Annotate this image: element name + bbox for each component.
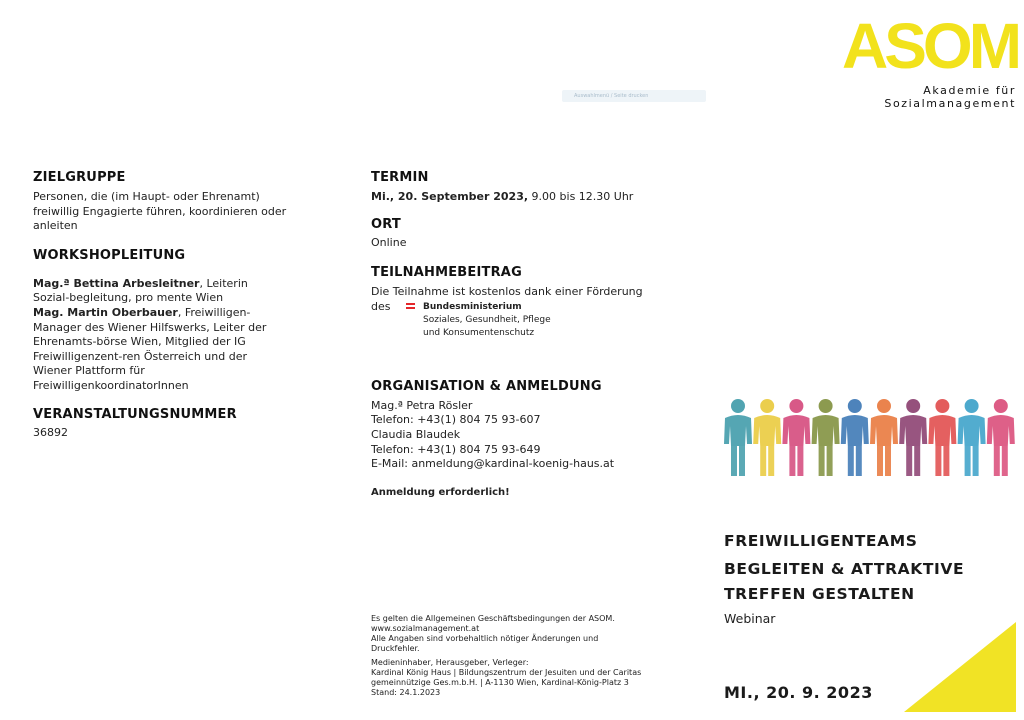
organisation-heading: ORGANISATION & ANMELDUNG — [371, 378, 602, 394]
contact-2-phone: Telefon: +43(1) 804 75 93-649 — [371, 442, 541, 456]
logo-subtitle-line2: Sozialmanagement — [884, 97, 1016, 110]
zielgruppe-text: Personen, die (im Haupt- oder Ehrenamt) freiwillig Engagierte führen, koordinieren oder anleiten — [33, 190, 287, 233]
teilnahmebeitrag-heading: TEILNAHMEBEITRAG — [371, 265, 522, 281]
person-figure — [841, 399, 869, 476]
termin-date: Mi., 20. September 2023, — [371, 190, 529, 203]
leader-1-name: Mag.ª Bettina Arbesleitner — [33, 276, 200, 290]
logo-subtitle — [846, 84, 1016, 110]
person-figure — [958, 399, 986, 476]
footer-publisher-label: Medieninhaber, Herausgeber, Verleger: — [371, 658, 529, 667]
footer-stand: Stand: 24.1.2023 — [371, 688, 441, 697]
contact-email-row: E-Mail: anmeldung@kardinal-koenig-haus.at — [371, 457, 615, 471]
austria-flag-icon — [406, 303, 415, 309]
person-figure — [870, 399, 898, 476]
contact-email-link[interactable]: anmeldung@kardinal-koenig-haus.at — [411, 457, 615, 471]
zielgruppe-heading: ZIELGRUPPE — [33, 170, 126, 185]
cover-title-line3: TREFFEN GESTALTEN — [724, 585, 915, 603]
column-left — [33, 170, 303, 440]
contact-2-name: Claudia Blaudek — [371, 427, 461, 441]
person-figure — [724, 399, 752, 476]
person-figure — [812, 399, 840, 476]
ort-value: Online — [371, 235, 407, 249]
termin-time: 9.00 bis 12.30 Uhr — [528, 190, 634, 203]
leader-2-name: Mag. Martin Oberbauer — [33, 305, 178, 319]
anmeldung-required: Anmeldung erforderlich! — [371, 486, 510, 498]
organisation-contacts — [371, 399, 671, 472]
yellow-triangle-decoration — [904, 622, 1016, 712]
person-figure — [753, 399, 781, 476]
footer-publisher-2: gemeinnützige Ges.m.b.H. | A-1130 Wien, Kardinal-König-Platz 3 — [371, 678, 629, 687]
person-figure — [782, 399, 810, 476]
person-figure — [928, 399, 956, 476]
cover-title-line2: BEGLEITEN & ATTRAKTIVE — [724, 560, 965, 578]
termin-text — [371, 190, 671, 205]
contact-1-name: Mag.ª Petra Rösler — [371, 398, 473, 412]
workshopleitung-text — [33, 277, 273, 394]
leader-2-description: , Freiwilligen-Manager des Wiener Hilfswerks, Leiter der Ehrenamts-börse Wien, Mitglied der IG Freiwilligenzent-ren Österreich und der Wiener Plattform für FreiwilligenkoordinatorInnen — [33, 305, 267, 392]
ministry-name: Bundesministerium — [406, 301, 551, 314]
person-figure — [899, 399, 927, 476]
footer-legal — [371, 614, 671, 698]
asom-logo — [842, 10, 1020, 110]
teilnahmebeitrag-text: Die Teilnahme ist kostenlos dank einer Förderung — [371, 285, 643, 299]
logo-wordmark: ASOM — [842, 10, 1018, 82]
teilnahmebeitrag-des: des — [371, 299, 391, 313]
footer-publisher-1: Kardinal König Haus | Bildungszentrum der Jesuiten und der Caritas — [371, 668, 642, 677]
ministry-line2: Soziales, Gesundheit, Pflege — [423, 314, 551, 325]
faded-toolbar: Auswahlmenü / Seite drucken — [562, 90, 706, 102]
cover-date: MI., 20. 9. 2023 — [724, 683, 873, 702]
veranstaltungsnummer-heading: VERANSTALTUNGSNUMMER — [33, 406, 237, 422]
column-middle — [371, 170, 671, 500]
footer-disclaimer-1: Alle Angaben sind vorbehaltlich nötiger Änderungen und — [371, 634, 599, 643]
cover-subtitle: Webinar — [724, 611, 776, 626]
footer-agb: Es gelten die Allgemeinen Geschäftsbedingungen der ASOM. — [371, 614, 615, 623]
people-illustration — [724, 396, 1016, 480]
teilnahmebeitrag-des-row — [371, 300, 671, 342]
person-figure — [987, 399, 1015, 476]
leader-1-description: , Leiterin Sozial-begleitung, pro mente Wien — [33, 276, 248, 305]
footer-disclaimer-2: Druckfehler. — [371, 644, 420, 653]
cover-title-line1: FREIWILLIGENTEAMS — [724, 532, 918, 550]
contact-1-phone: Telefon: +43(1) 804 75 93-607 — [371, 413, 541, 427]
veranstaltungsnummer-value: 36892 — [33, 425, 68, 439]
cover-title-block — [724, 530, 1014, 626]
logo-subtitle-line1: Akademie für — [923, 84, 1016, 97]
footer-website-link[interactable]: www.sozialmanagement.at — [371, 624, 480, 633]
termin-heading: TERMIN — [371, 170, 429, 185]
workshopleitung-heading: WORKSHOPLEITUNG — [33, 247, 186, 263]
ministry-logo — [406, 301, 551, 340]
ort-heading: ORT — [371, 216, 401, 232]
ministry-line3: und Konsumentenschutz — [423, 327, 535, 338]
